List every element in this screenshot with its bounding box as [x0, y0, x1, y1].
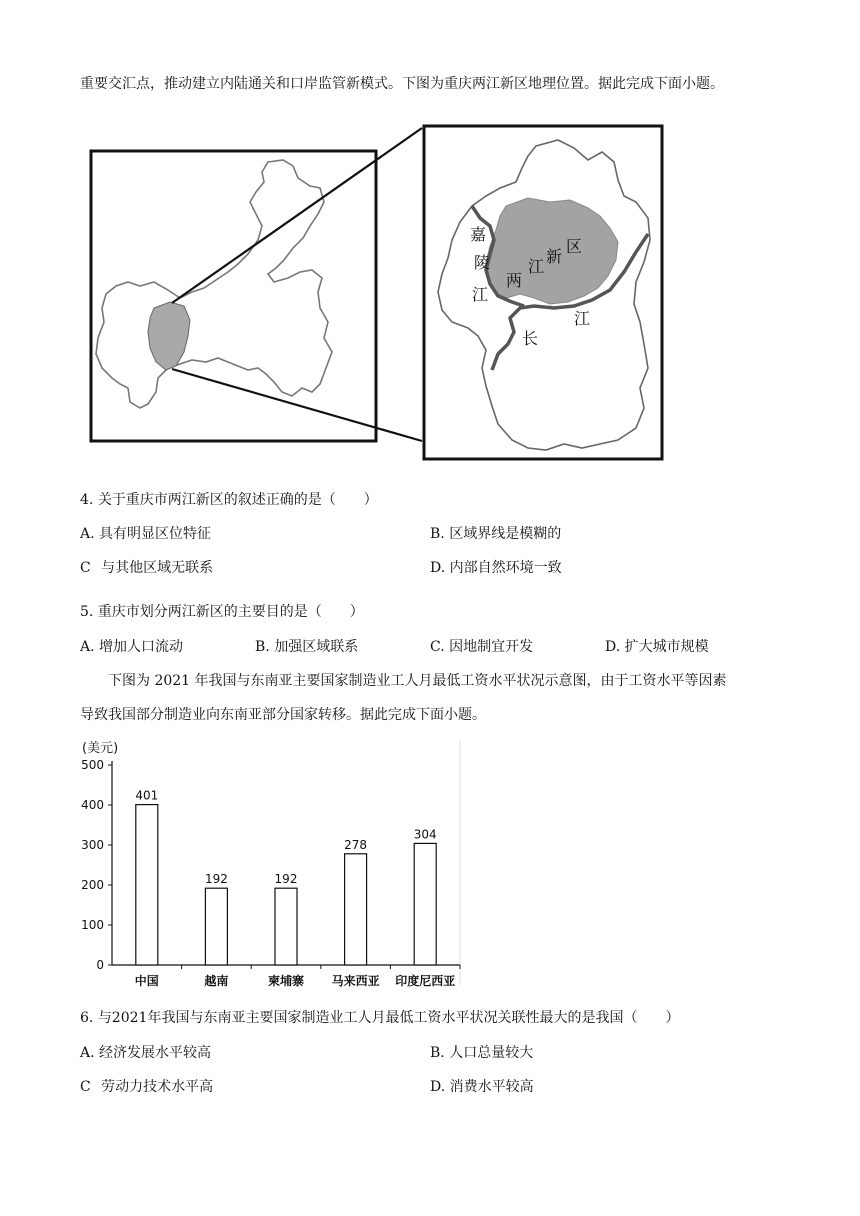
category-label: 印度尼西亚	[395, 974, 456, 988]
q4-stem-text: 关于重庆市两江新区的叙述正确的是（ ）	[97, 492, 378, 508]
q4-option-c[interactable]	[80, 558, 213, 578]
label-qu: 区	[566, 237, 583, 256]
q5-option-a[interactable]	[80, 637, 183, 657]
label-liang: 两	[506, 271, 523, 290]
y-tick-label: 400	[81, 798, 104, 812]
q6-stem	[80, 1008, 679, 1028]
option-text: 加强区域联系	[274, 639, 359, 655]
bar-2	[275, 888, 297, 965]
bar-3	[345, 854, 367, 965]
bar-4	[414, 843, 436, 965]
label-jiang-left: 江	[472, 285, 489, 304]
q5-stem	[80, 602, 364, 622]
option-label: B.	[430, 526, 445, 542]
q5-stem-text: 重庆市划分两江新区的主要目的是（ ）	[97, 604, 364, 620]
y-tick-label: 0	[96, 958, 104, 972]
y-tick-label: 200	[81, 878, 104, 892]
data-label: 278	[344, 837, 368, 852]
data-label: 192	[204, 872, 228, 887]
option-label: B.	[255, 639, 270, 655]
q6-option-d[interactable]	[430, 1077, 534, 1097]
y-tick-label: 100	[81, 918, 104, 932]
option-text: 劳动力技术水平高	[101, 1079, 214, 1095]
option-label: A.	[80, 1045, 95, 1061]
map-figure	[88, 122, 668, 467]
q6-number: 6.	[80, 1010, 94, 1026]
label-jiang-mid: 江	[528, 257, 545, 276]
data-label: 304	[413, 827, 437, 842]
q4-option-b[interactable]	[430, 524, 561, 544]
option-text: 人口总量较大	[449, 1045, 534, 1061]
label-jia: 嘉	[470, 225, 487, 244]
y-tick-label: 500	[81, 758, 104, 772]
option-text: 经济发展水平较高	[99, 1045, 212, 1061]
q5-option-d[interactable]	[605, 637, 709, 657]
option-label: C.	[430, 639, 445, 655]
option-label: D.	[430, 1079, 446, 1095]
category-label: 柬埔寨	[267, 974, 305, 988]
option-label: C	[80, 1079, 91, 1095]
category-label: 越南	[204, 974, 229, 988]
y-axis-label: (美元)	[82, 741, 119, 756]
q6-stem-text: 与2021年我国与东南亚主要国家制造业工人月最低工资水平状况关联性最大的是我国（ ）	[97, 1010, 680, 1026]
data-label: 192	[274, 872, 298, 887]
option-text: 区域界线是模糊的	[449, 526, 562, 542]
option-text: 与其他区域无联系	[101, 560, 214, 576]
y-tick-label: 300	[81, 838, 104, 852]
option-label: A.	[80, 639, 95, 655]
option-text: 内部自然环境一致	[449, 560, 562, 576]
label-ling: 陵	[474, 253, 491, 272]
category-label: 中国	[134, 974, 159, 988]
q6-option-a[interactable]	[80, 1043, 211, 1063]
label-chang: 长	[522, 329, 539, 348]
bar-1	[205, 888, 227, 965]
option-text: 扩大城市规模	[624, 639, 709, 655]
q4-option-a[interactable]	[80, 524, 211, 544]
option-label: B.	[430, 1045, 445, 1061]
wage-bar-chart	[70, 735, 470, 995]
chart-intro-line2: 导致我国部分制造业向东南亚部分国家转移。据此完成下面小题。	[80, 707, 486, 723]
option-text: 具有明显区位特征	[99, 526, 212, 542]
q4-option-d[interactable]	[430, 558, 562, 578]
bar-0	[136, 805, 158, 965]
intro-text: 重要交汇点，推动建立内陆通关和口岸监管新模式。下图为重庆两江新区地理位置。据此完成下面小题。	[80, 76, 724, 92]
label-xin: 新	[546, 247, 563, 266]
option-text: 因地制宜开发	[449, 639, 534, 655]
q5-option-c[interactable]	[430, 637, 533, 657]
option-text: 消费水平较高	[449, 1079, 534, 1095]
data-label: 401	[135, 788, 159, 803]
option-text: 增加人口流动	[99, 639, 184, 655]
q5-option-b[interactable]	[255, 637, 358, 657]
chart-intro-line1: 下图为 2021 年我国与东南亚主要国家制造业工人月最低工资水平状况示意图，由于工资水平等因素	[108, 673, 727, 689]
q6-option-c[interactable]	[80, 1077, 213, 1097]
category-label: 马来西亚	[331, 974, 380, 988]
option-label: D.	[430, 560, 446, 576]
label-jiang-right: 江	[574, 309, 591, 328]
option-label: C	[80, 560, 91, 576]
q5-number: 5.	[80, 604, 94, 620]
q4-stem	[80, 490, 378, 510]
q4-number: 4.	[80, 492, 94, 508]
q6-option-b[interactable]	[430, 1043, 533, 1063]
option-label: D.	[605, 639, 621, 655]
option-label: A.	[80, 526, 95, 542]
